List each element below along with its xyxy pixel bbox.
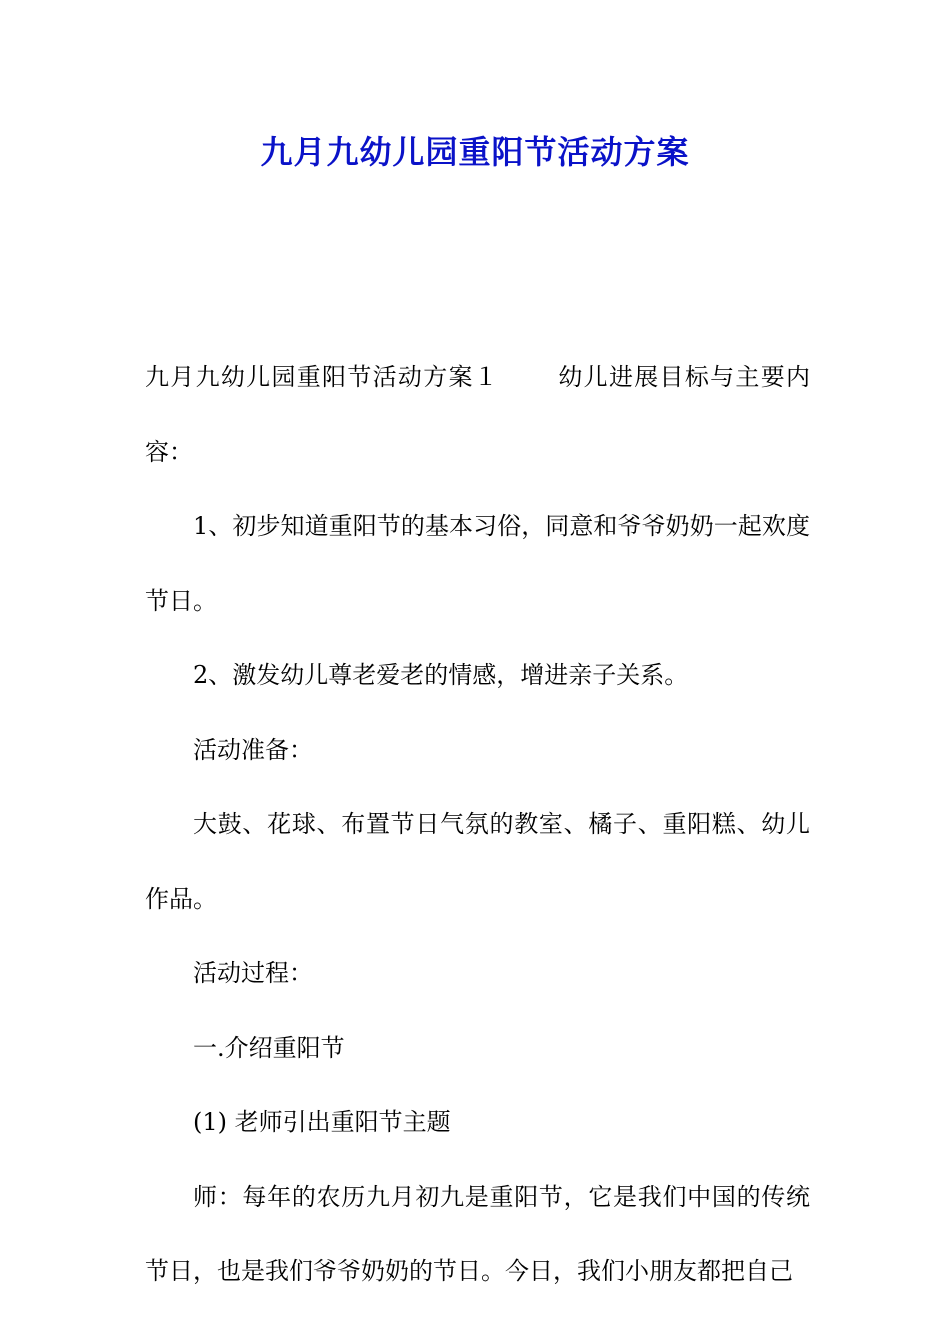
paragraph-goal-1: 1、初步知道重阳节的基本习俗，同意和爷爷奶奶一起欢度节日。 — [145, 512, 810, 615]
paragraph-section-one: 一.介绍重阳节 — [193, 1033, 345, 1062]
document-title: 九月九幼儿园重阳节活动方案 — [260, 133, 690, 171]
paragraph-goal-2: 2、激发幼儿尊老爱老的情感，增进亲子关系。 — [193, 661, 689, 689]
intro-subheading: 幼儿进展目标与主要内容： — [145, 363, 811, 466]
paragraph-preparation-heading: 活动准备： — [193, 735, 313, 764]
paragraph-step-one: (1) 老师引出重阳节主题 — [193, 1108, 451, 1136]
paragraph-teacher-speech: 师：每年的农历九月初九是重阳节，它是我们中国的传统节日，也是我们爷爷奶奶的节日。今日，我们小朋友都把自己 — [145, 1182, 810, 1285]
paragraph-process-heading: 活动过程： — [193, 959, 313, 987]
intro-heading: 九月九幼儿园重阳节活动方案１ — [145, 363, 500, 391]
document-body — [145, 340, 810, 1309]
intro-paragraph — [145, 340, 810, 489]
paragraph-preparation-items: 大鼓、花球、布置节日气氛的教室、橘子、重阳糕、幼儿作品。 — [145, 810, 810, 913]
